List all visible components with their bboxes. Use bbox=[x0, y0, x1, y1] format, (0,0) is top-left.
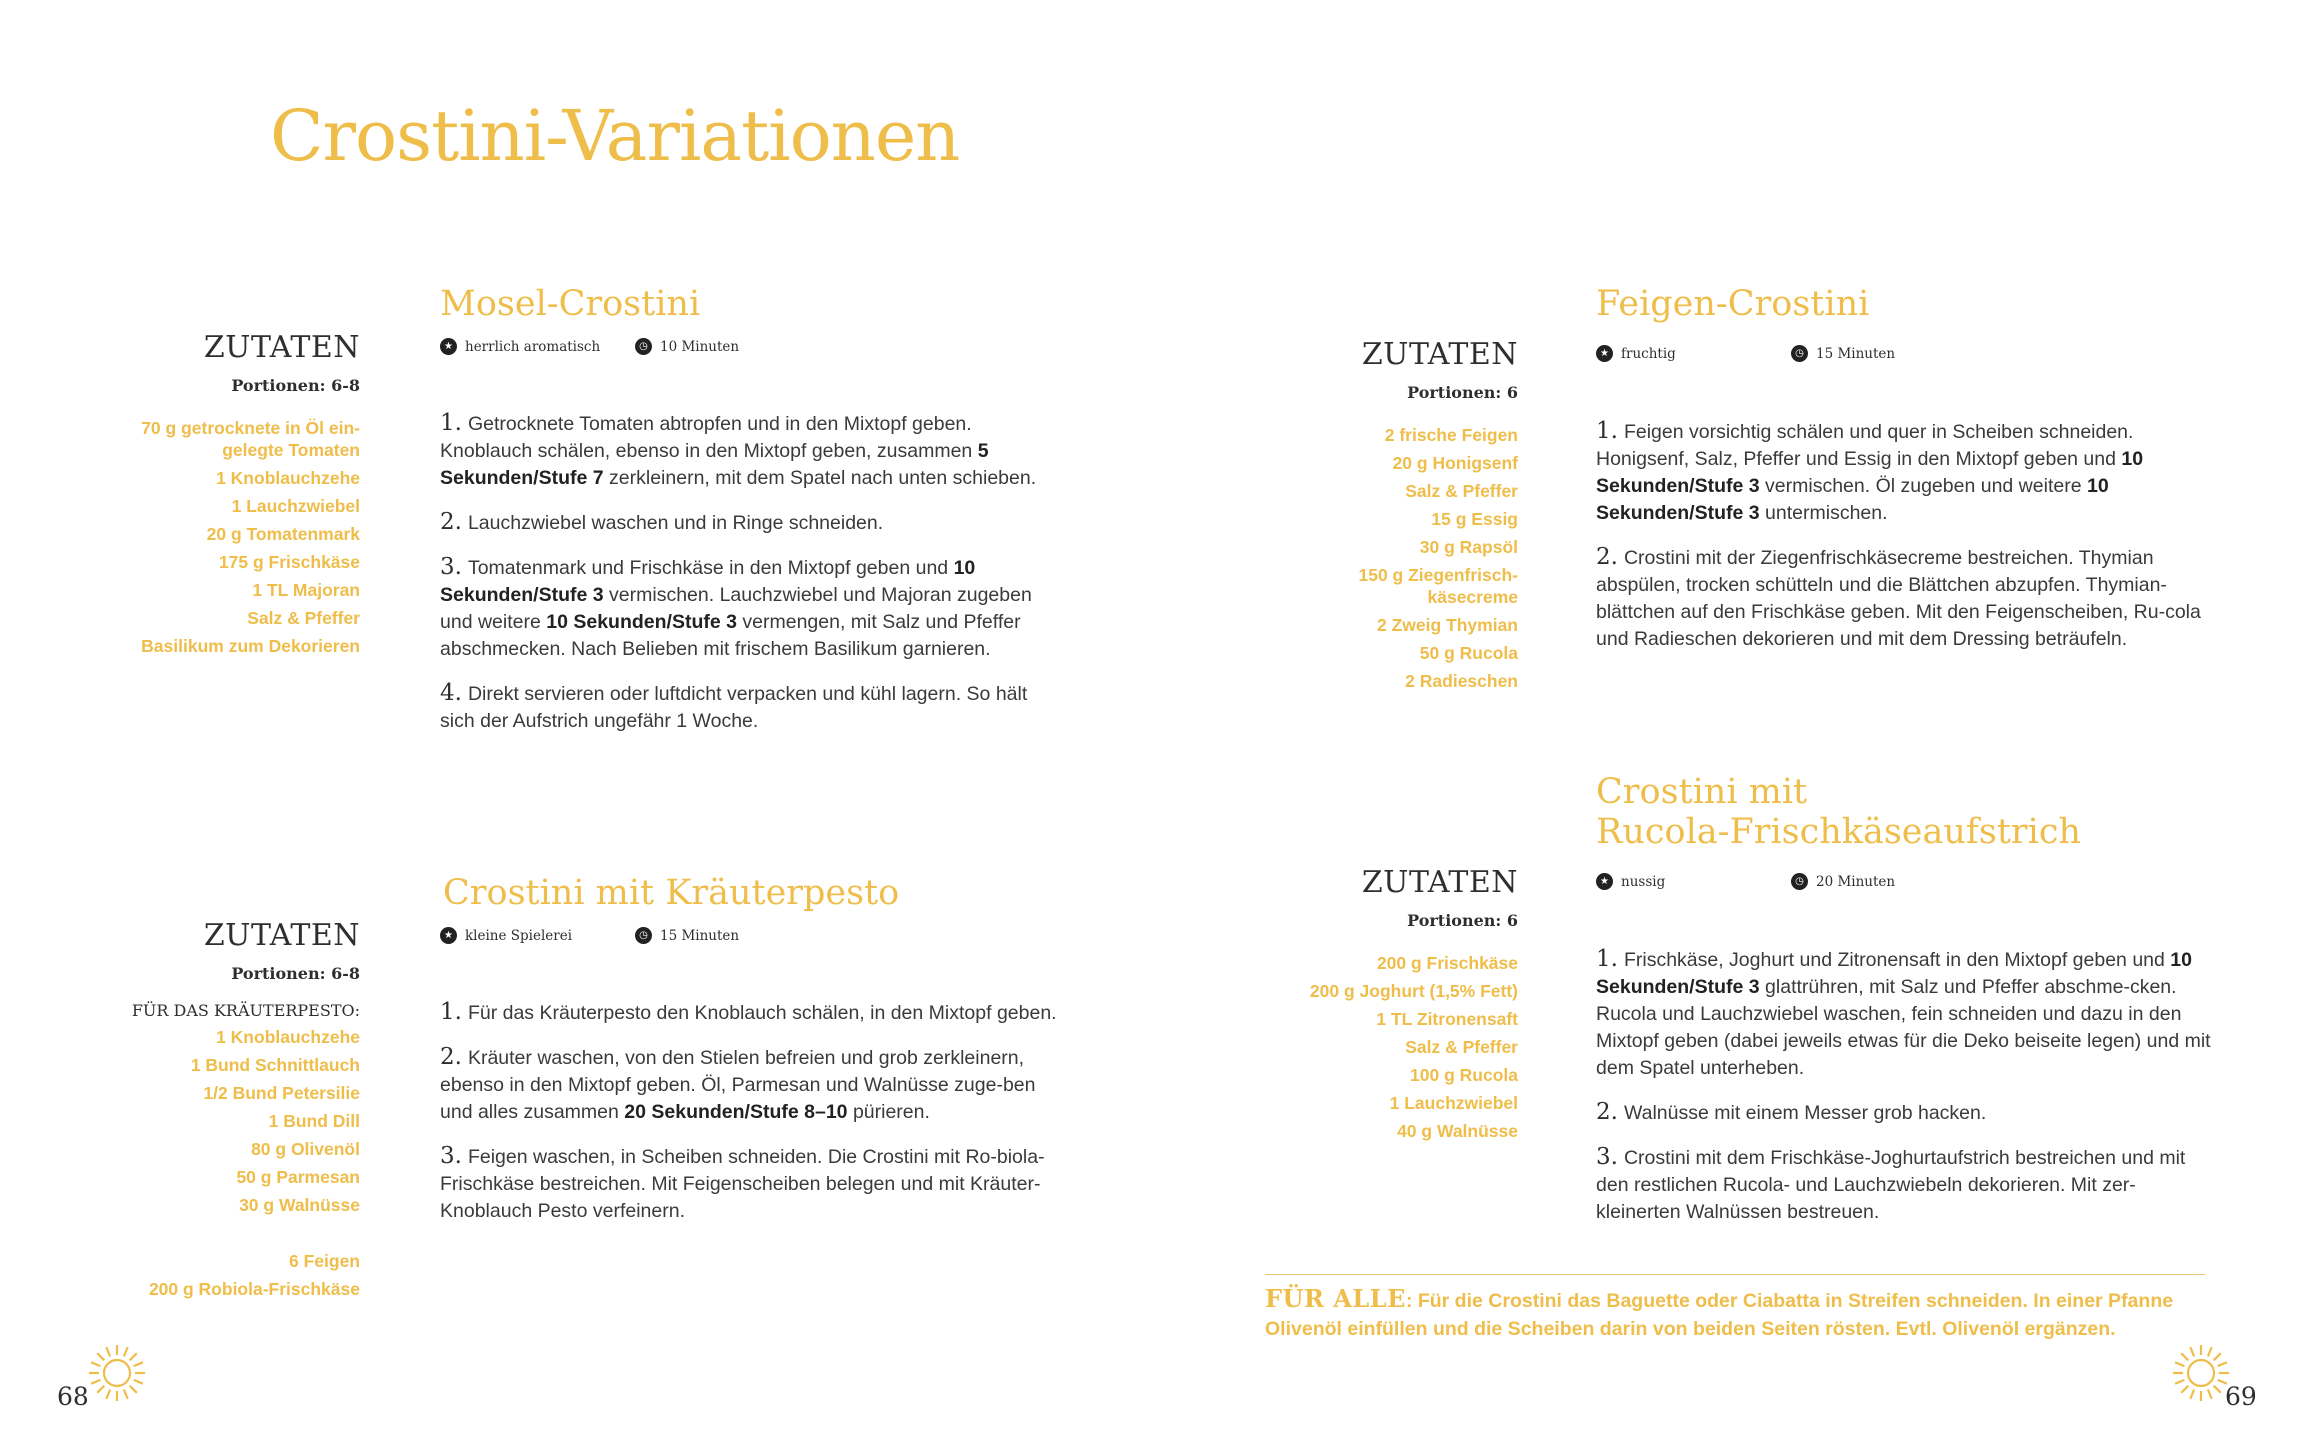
step: 3. Crostini mit dem Frischkäse-Joghurtaufstrich bestreichen und mit den restlichen Rucola- und Lauchzwiebeln dekorieren. Mit zer-kleinerten Walnüssen bestreuen. bbox=[1596, 1144, 2186, 1223]
star-badge-icon: ★ bbox=[440, 927, 457, 944]
steps-feigen bbox=[1596, 418, 2216, 670]
portionen: Portionen: 6-8 bbox=[231, 376, 360, 395]
ingredient-list bbox=[30, 417, 360, 657]
recipe-meta-mosel bbox=[440, 338, 739, 355]
ingredient-item: 50 g Rucola bbox=[1419, 643, 1518, 663]
clock-badge-icon: ◷ bbox=[1791, 873, 1808, 890]
recipe-meta-rucola bbox=[1596, 873, 1895, 890]
recipe-meta-feigen bbox=[1596, 345, 1895, 362]
step: 1. Für das Kräuterpesto den Knoblauch schälen, in den Mixtopf geben. bbox=[440, 999, 1057, 1025]
zutaten-heading: ZUTATEN bbox=[203, 918, 360, 953]
ingredient-list bbox=[30, 1026, 360, 1300]
step: 2. Lauchzwiebel waschen und in Ringe schneiden. bbox=[440, 509, 884, 535]
steps-mosel bbox=[440, 410, 1060, 752]
recipe-title-mosel: Mosel-Crostini bbox=[440, 284, 701, 324]
ingredient-item: 150 g Ziegenfrisch- bbox=[1358, 565, 1518, 585]
ingredient-item: Salz & Pfeffer bbox=[1405, 1037, 1518, 1057]
ingredients-block-rucola bbox=[1188, 865, 1518, 1148]
star-badge-icon: ★ bbox=[1596, 873, 1613, 890]
recipe-title-feigen: Feigen-Crostini bbox=[1596, 284, 1870, 324]
meta-taste: herrlich aromatisch bbox=[465, 338, 601, 355]
ingredient-item: 100 g Rucola bbox=[1410, 1065, 1518, 1085]
ingredient-item: 20 g Honigsenf bbox=[1392, 453, 1518, 473]
ingredients-block-mosel bbox=[30, 330, 360, 663]
ingredient-item: 2 Zweig Thymian bbox=[1377, 615, 1518, 635]
recipe-title-rucola bbox=[1596, 772, 2081, 852]
ingredient-item: 1 Bund Dill bbox=[268, 1111, 360, 1131]
ingredient-item: 175 g Frischkäse bbox=[218, 552, 360, 572]
ingredient-item: Basilikum zum Dekorieren bbox=[141, 636, 360, 656]
meta-time: 15 Minuten bbox=[660, 927, 740, 944]
tip-label: FÜR ALLE bbox=[1265, 1284, 1406, 1313]
tip-divider bbox=[1265, 1274, 2205, 1275]
ingredient-item: 6 Feigen bbox=[289, 1251, 360, 1271]
ingredient-item: 1 Knoblauchzehe bbox=[216, 468, 360, 488]
meta-taste: fruchtig bbox=[1621, 345, 1676, 362]
ingredient-item: 30 g Rapsöl bbox=[1419, 537, 1518, 557]
portionen: Portionen: 6-8 bbox=[231, 964, 360, 983]
sun-icon bbox=[2170, 1342, 2232, 1404]
ingredient-item: käsecreme bbox=[1427, 587, 1518, 607]
zutaten-heading: ZUTATEN bbox=[1361, 337, 1518, 372]
clock-badge-icon: ◷ bbox=[1791, 345, 1808, 362]
ingredients-block-feigen bbox=[1188, 337, 1518, 698]
recipe-title-kraeuter: Crostini mit Kräuterpesto bbox=[443, 873, 900, 913]
ingredient-item: 30 g Walnüsse bbox=[239, 1195, 360, 1215]
ingredient-item: 1 Lauchzwiebel bbox=[1389, 1093, 1518, 1113]
ingredient-item: 1 Lauchzwiebel bbox=[231, 496, 360, 516]
ingredient-item: 80 g Olivenöl bbox=[251, 1139, 360, 1159]
step: 4. Direkt servieren oder luftdicht verpacken und kühl lagern. So hält sich der Aufstrich ungefähr 1 Woche. bbox=[440, 680, 1028, 732]
ingredient-item: 1 Bund Schnittlauch bbox=[190, 1055, 360, 1075]
meta-time: 15 Minuten bbox=[1816, 345, 1896, 362]
ingredients-block-kraeuter bbox=[30, 918, 360, 1306]
ingredient-item: 200 g Joghurt (1,5% Fett) bbox=[1309, 981, 1518, 1001]
zutaten-heading: ZUTATEN bbox=[203, 330, 360, 365]
portionen: Portionen: 6 bbox=[1407, 383, 1518, 402]
sun-icon bbox=[86, 1342, 148, 1404]
ingredient-item: 70 g getrocknete in Öl ein- bbox=[141, 418, 360, 438]
recipe-title-line: Crostini mit bbox=[1596, 772, 1808, 812]
ingredient-item: 1 TL Majoran bbox=[252, 580, 360, 600]
page-number-right: 69 bbox=[2225, 1382, 2257, 1411]
step: 1. Frischkäse, Joghurt und Zitronensaft in den Mixtopf geben und 10 Sekunden/Stufe 3 glattrühren, mit Salz und Pfeffer abschme-cken. Rucola und Lauchzwiebel waschen, fein schneiden und dazu in den Mixtopf geben (dabei jeweils etwas für die Deko beiseite legen) und mit dem Spatel unterheben. bbox=[1596, 946, 2211, 1079]
ingredient-item: Salz & Pfeffer bbox=[1405, 481, 1518, 501]
meta-time: 20 Minuten bbox=[1816, 873, 1896, 890]
tip-box bbox=[1265, 1285, 2205, 1343]
page-number-left: 68 bbox=[57, 1382, 89, 1411]
step: 2. Kräuter waschen, von den Stielen befreien und grob zerkleinern, ebenso in den Mixtopf geben. Öl, Parmesan und Walnüsse zuge-ben und alles zusammen 20 Sekunden/Stufe 8–10 pürieren. bbox=[440, 1044, 1036, 1123]
ingredient-item: 40 g Walnüsse bbox=[1397, 1121, 1518, 1141]
ingredient-item: 2 Radieschen bbox=[1405, 671, 1518, 691]
ingredient-item: gelegte Tomaten bbox=[222, 440, 360, 460]
meta-time: 10 Minuten bbox=[660, 338, 740, 355]
portionen: Portionen: 6 bbox=[1407, 911, 1518, 930]
star-badge-icon: ★ bbox=[1596, 345, 1613, 362]
clock-badge-icon: ◷ bbox=[635, 927, 652, 944]
ingredient-item: 2 frische Feigen bbox=[1384, 425, 1518, 445]
step: 3. Feigen waschen, in Scheiben schneiden. Die Crostini mit Ro-biola-Frischkäse bestreichen. Mit Feigenscheiben belegen und mit Kräuter-Knoblauch Pesto verfeinern. bbox=[440, 1143, 1045, 1222]
ingredient-item: Salz & Pfeffer bbox=[247, 608, 360, 628]
clock-badge-icon: ◷ bbox=[635, 338, 652, 355]
ingredient-item: 1 Knoblauchzehe bbox=[216, 1027, 360, 1047]
recipe-title-line: Rucola-Frischkäseaufstrich bbox=[1596, 812, 2081, 852]
ingredient-item: 200 g Robiola-Frischkäse bbox=[148, 1279, 360, 1299]
meta-taste: kleine Spielerei bbox=[465, 927, 573, 944]
ingredient-item: 20 g Tomatenmark bbox=[206, 524, 360, 544]
ingredient-list bbox=[1188, 424, 1518, 692]
step: 3. Tomatenmark und Frischkäse in den Mixtopf geben und 10 Sekunden/Stufe 3 vermischen. Lauchzwiebel und Majoran zugeben und weitere 10 Sekunden/Stufe 3 vermengen, mit Salz und Pfeffer abschmecken. Nach Belieben mit frischem Basilikum garnieren. bbox=[440, 554, 1032, 660]
ingredient-item: 50 g Parmesan bbox=[236, 1167, 360, 1187]
ingredient-item: 200 g Frischkäse bbox=[1376, 953, 1518, 973]
step: 2. Crostini mit der Ziegenfrischkäsecreme bestreichen. Thymian abspülen, trocken schütteln und die Blättchen abzupfen. Thymian-blättchen auf den Frischkäse geben. Mit den Feigenscheiben, Ru-cola und Radieschen dekorieren und mit dem Dressing beträufeln. bbox=[1596, 544, 2201, 650]
ingredient-subheading: FÜR DAS KRÄUTERPESTO: bbox=[131, 1001, 360, 1020]
step: 2. Walnüsse mit einem Messer grob hacken. bbox=[1596, 1099, 1987, 1125]
star-badge-icon: ★ bbox=[440, 338, 457, 355]
recipe-meta-kraeuter bbox=[440, 927, 739, 944]
ingredient-item: 1/2 Bund Petersilie bbox=[203, 1083, 360, 1103]
tip-text: : Für die Crostini das Baguette oder Ciabatta in Streifen schneiden. In einer Pfanne Olivenöl einfüllen und die Scheiben darin von beiden Seiten rösten. Evtl. Olivenöl ergänzen. bbox=[1265, 1290, 2174, 1340]
ingredient-item: 15 g Essig bbox=[1431, 509, 1518, 529]
step: 1. Getrocknete Tomaten abtropfen und in den Mixtopf geben. Knoblauch schälen, ebenso in den Mixtopf geben, zusammen 5 Sekunden/Stufe 7 zerkleinern, mit dem Spatel nach unten schieben. bbox=[440, 410, 1037, 489]
step: 1. Feigen vorsichtig schälen und quer in Scheiben schneiden. Honigsenf, Salz, Pfeffer und Essig in den Mixtopf geben und 10 Sekunden/Stufe 3 vermischen. Öl zugeben und weitere 10 Sekunden/Stufe 3 untermischen. bbox=[1596, 418, 2144, 524]
ingredient-item: 1 TL Zitronensaft bbox=[1376, 1009, 1518, 1029]
steps-kraeuter bbox=[440, 999, 1060, 1242]
zutaten-heading: ZUTATEN bbox=[1361, 865, 1518, 900]
page-title: Crostini-Variationen bbox=[270, 95, 960, 177]
ingredient-list bbox=[1188, 952, 1518, 1142]
steps-rucola bbox=[1596, 946, 2216, 1243]
meta-taste: nussig bbox=[1621, 873, 1666, 890]
